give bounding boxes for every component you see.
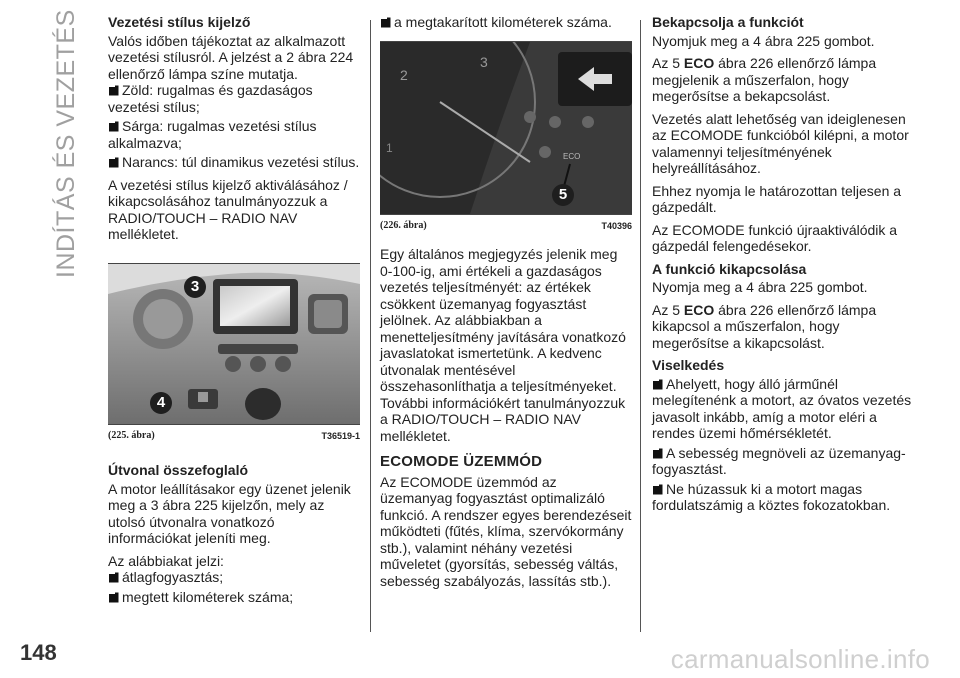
list-item — [652, 481, 912, 514]
list-item-text: Ne húzassuk ki a motort magas fordulatszámig a köztes fokozatokban. — [652, 480, 891, 513]
figure-225 — [108, 263, 360, 425]
svg-text:1: 1 — [386, 140, 393, 155]
bullet-icon — [652, 448, 663, 459]
list-item-text: A sebesség megnöveli az üzemanyag-fogyasztást. — [652, 444, 906, 477]
chapter-title-text: INDÍTÁS ÉS VEZETÉS — [52, 9, 80, 278]
list-item-text: Sárga: rugalmas vezetési stílus alkalmazva; — [108, 118, 317, 151]
paragraph-general-note: Egy általános megjegyzés jelenik meg 0-100-ig, ami értékeli a gazdaságos vezetés teljesítményét: az értékek csökkent üzemanyag fogyasztást jelölnek. Az alábbiakban a menetteljesítmény javítására vonatkozó javaslatokat ismertetünk. A kedvenc útvonalak mentésével összehasonlíthatja a teljesítményeket. További információkért tanulmányozzuk a RADIO/TOUCH – RADIO NAV mellékletet. — [380, 246, 626, 444]
list-item — [652, 445, 912, 478]
column-1 — [108, 14, 360, 608]
list-item — [108, 589, 360, 606]
paragraph-press-button-off: Nyomja meg a 4 ábra 225 gombot. — [652, 279, 868, 295]
svg-text:3: 3 — [480, 53, 488, 70]
callout-3: 3 — [184, 276, 206, 298]
figure-226 — [380, 41, 632, 215]
figure-caption — [380, 215, 632, 235]
column-divider — [640, 20, 641, 632]
list-item — [108, 82, 360, 115]
paragraph-press-button: Nyomjuk meg a 4 ábra 225 gombot. — [652, 32, 875, 49]
paragraph-activation: A vezetési stílus kijelző aktiválásához / kikapcsolásához tanulmányozzuk a RADIO/TOUCH – RADIO NAV mellékletet. — [108, 176, 348, 242]
paragraph-driving-style: Valós időben tájékoztat az alkalmazott vezetési stílusról. A jelzést a 2 ábra 224 ellenőrző lámpa színe mutatja. — [108, 32, 354, 82]
figure-number: (226. ábra) — [380, 219, 427, 231]
column-2 — [380, 14, 632, 595]
bullet-icon — [652, 379, 663, 390]
svg-text:2: 2 — [400, 66, 408, 83]
list-item — [108, 154, 360, 171]
heading-turn-on: Bekapcsolja a funkciót — [652, 14, 804, 30]
figure-number: (225. ábra) — [108, 429, 155, 441]
paragraph-driving: Vezetés alatt lehetőség van ideiglenesen az ECOMODE funkcióból kilépni, a motor valamennyi teljesítményének helyreállításához. — [652, 110, 909, 176]
list-item-text: Ahelyett, hogy álló járműnél melegítenénk a motort, az óvatos vezetés javasolt inkább, amíg a motor eléri a rendes üzemi hőmérsékletét. — [652, 375, 912, 441]
heading-turn-off: A funkció kikapcsolása — [652, 260, 807, 277]
bullet-icon — [380, 17, 391, 28]
heading-ecomode: ECOMODE ÜZEMMÓD — [380, 453, 543, 470]
paragraph-ecomode: Az ECOMODE üzemmód az üzemanyag fogyasztást optimalizáló funkció. A rendszer egyes berendezéseit működteti (fűtés, klíma, szervókormány stb.), valamint néhány vezetési műveletet (gyorsítás, sebesség váltás, sebesség szabályozás, lassítás stb.). — [380, 473, 632, 589]
figure-code: T40396 — [601, 220, 632, 231]
callout-4: 4 — [150, 392, 172, 414]
paragraph-eco-on: Az 5 ECO ábra 226 ellenőrző lámpa megjelenik a műszerfalon, hogy megerősítse a bekapcsolást. — [652, 55, 877, 104]
dashboard-photo — [108, 264, 360, 424]
column-divider — [370, 20, 371, 632]
heading-driving-style: Vezetési stílus kijelző — [108, 14, 251, 30]
page-number: 148 — [20, 640, 57, 665]
paragraph-shows: Az alábbiakat jelzi: — [108, 552, 224, 569]
paragraph-eco-off: Az 5 ECO ábra 226 ellenőrző lámpa kikapcsol a műszerfalon, hogy megerősítse a kikapcsolást. — [652, 301, 877, 351]
paragraph-reactivate: Az ECOMODE funkció újraaktiválódik a gázpedál felengedésekor. — [652, 221, 898, 254]
paragraph-trip-summary: A motor leállításakor egy üzenet jelenik meg a 3 ábra 225 kijelzőn, mely az utolsó útvonalra vonatkozó információkat jeleníti meg. — [108, 480, 351, 546]
list-item — [108, 118, 360, 151]
paragraph-pedal: Ehhez nyomja le határozottan teljesen a gázpedált. — [652, 182, 902, 215]
eco-term: ECO — [683, 55, 715, 71]
list-item — [652, 376, 912, 442]
figure-caption — [108, 425, 360, 445]
column-3 — [652, 14, 912, 517]
chapter-side-title — [22, 9, 80, 310]
list-item-text: Narancs: túl dinamikus vezetési stílus. — [122, 154, 360, 170]
bullet-icon — [652, 484, 663, 495]
heading-trip-summary: Útvonal összefoglaló — [108, 462, 249, 478]
list-item-text: átlagfogyasztás; — [122, 569, 224, 585]
figure-code: T36519-1 — [321, 430, 360, 441]
list-item — [380, 14, 632, 31]
eco-term: ECO — [683, 301, 715, 318]
bullet-icon — [108, 592, 119, 603]
list-item-text: Zöld: rugalmas és gazdaságos vezetési stílus; — [108, 82, 313, 115]
eco-lamp-label: ECO — [563, 151, 581, 161]
bullet-icon — [108, 157, 119, 168]
bullet-icon — [108, 85, 119, 96]
bullet-icon — [108, 121, 119, 132]
callout-5: 5 — [552, 184, 574, 206]
instrument-cluster-photo — [380, 42, 632, 214]
bullet-icon — [108, 572, 119, 583]
list-item — [108, 569, 360, 586]
watermark: carmanualsonline.info — [670, 644, 930, 674]
heading-behaviour: Viselkedés — [652, 357, 725, 373]
list-item-text: a megtakarított kilométerek száma. — [394, 14, 612, 30]
list-item-text: megtett kilométerek száma; — [122, 588, 294, 605]
